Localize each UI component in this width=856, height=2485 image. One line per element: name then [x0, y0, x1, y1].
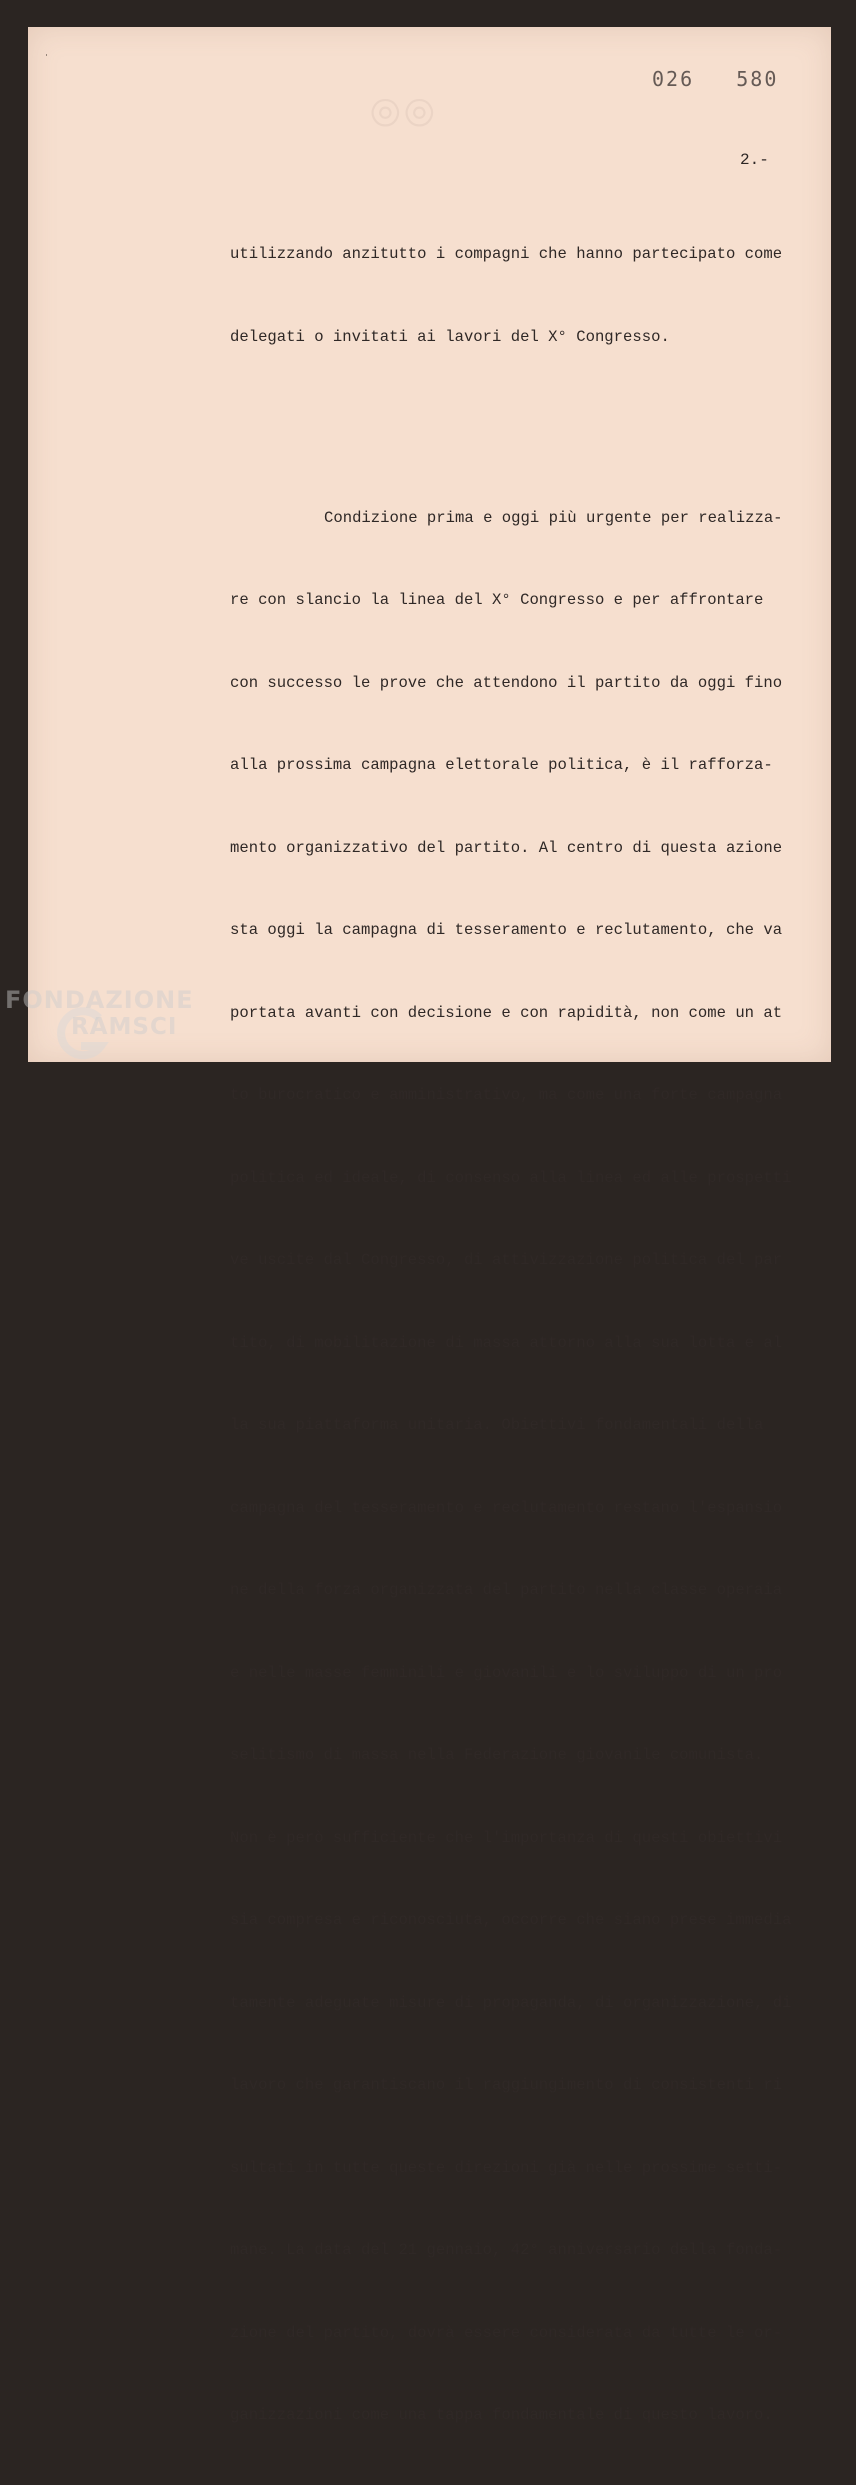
- paragraph-line: con successo le prove che attendono il partito da oggi fino: [230, 673, 783, 692]
- paragraph-line: ne della forza organizzata del partito nella classe operaia: [230, 1581, 783, 1599]
- paragraph-line: ve uscite dal Congresso, di attivizzazione politica del par: [230, 1251, 783, 1269]
- paragraph-line: ganizzazioni come una tappa fondamentale di questo lavoro.: [230, 2406, 773, 2424]
- logo-line-2: RAMSCI: [71, 1014, 178, 1040]
- paragraph-line: campagna del tesseramento e reclutamento restano l'espansio: [230, 1498, 783, 1517]
- paragraph-line: mane. La data del 21 gennaio, 42° anniversario della fonda-: [230, 2241, 783, 2259]
- paragraph-line: e nelle masse femminili e giovanili e lo sviluppo di un pro: [230, 1663, 783, 1682]
- paragraph-line: sia compresa e riconosciuta, occorre che siano prese immedia: [230, 1911, 792, 1929]
- typed-document-body: [230, 186, 791, 2485]
- page-number: 2.-: [740, 151, 769, 169]
- paragraph-line: to burocratico e amministrativo, ma come una forte campagna: [230, 1086, 783, 1104]
- paragraph-line: sultati in tutte queste direzioni già nelle prossime setti-: [230, 2158, 783, 2177]
- paragraph-line: zione del partito, dovrà essere considerata da tutte le or-: [230, 2323, 783, 2342]
- paragraph-line: sta oggi la campagna di tesseramento e reclutamento, che va: [230, 921, 783, 939]
- archive-number: 026 580: [652, 67, 779, 91]
- paragraph-line: alla prossima campagna elettorale politica, è il rafforza-: [230, 756, 773, 774]
- paragraph-line: lavoro che garantiscano il raggiungimento di consistenti ri: [230, 2076, 783, 2094]
- paragraph-line: portata avanti con decisione e con rapidità, non come un at: [230, 1003, 783, 1022]
- opening-line: utilizzando anzitutto i compagni che hanno partecipato come: [230, 245, 783, 263]
- opening-line: delegati o invitati ai lavori del X° Congresso.: [230, 327, 670, 346]
- logo-line-1: FONDAZIONE: [5, 986, 194, 1014]
- paragraph-line: Condizione prima e oggi più urgente per realizza-: [324, 508, 783, 527]
- corner-mark: ˙: [44, 54, 49, 65]
- paragraph-line: Non è però sufficiente che l'importanza di questi obiettivi: [230, 1828, 783, 1847]
- paragraph-spacer: [230, 406, 791, 422]
- paragraph-line: selitismo di massa nella Federazione giovanile comunista.: [230, 1746, 764, 1764]
- paragraph-line: la sua piattaforma unitaria. Obiettivi fondamentali della: [230, 1416, 764, 1434]
- paragraph-line: tito, di mobilitazione di massa attorno alla sua lotta e al: [230, 1333, 783, 1352]
- fondazione-watermark-icon: ◎ ◎: [367, 97, 442, 129]
- paragraph-line: politica ed ideale, di consenso alla linea ed alle prospetti: [230, 1168, 792, 1187]
- paragraph-line: mento organizzativo del partito. Al centro di questa azione: [230, 838, 783, 857]
- paragraph-line: re con slancio la linea del X° Congresso e per affrontare: [230, 591, 764, 609]
- paragraph-line: tamente adeguate misure di propaganda, di organizzazione, di: [230, 1993, 792, 2012]
